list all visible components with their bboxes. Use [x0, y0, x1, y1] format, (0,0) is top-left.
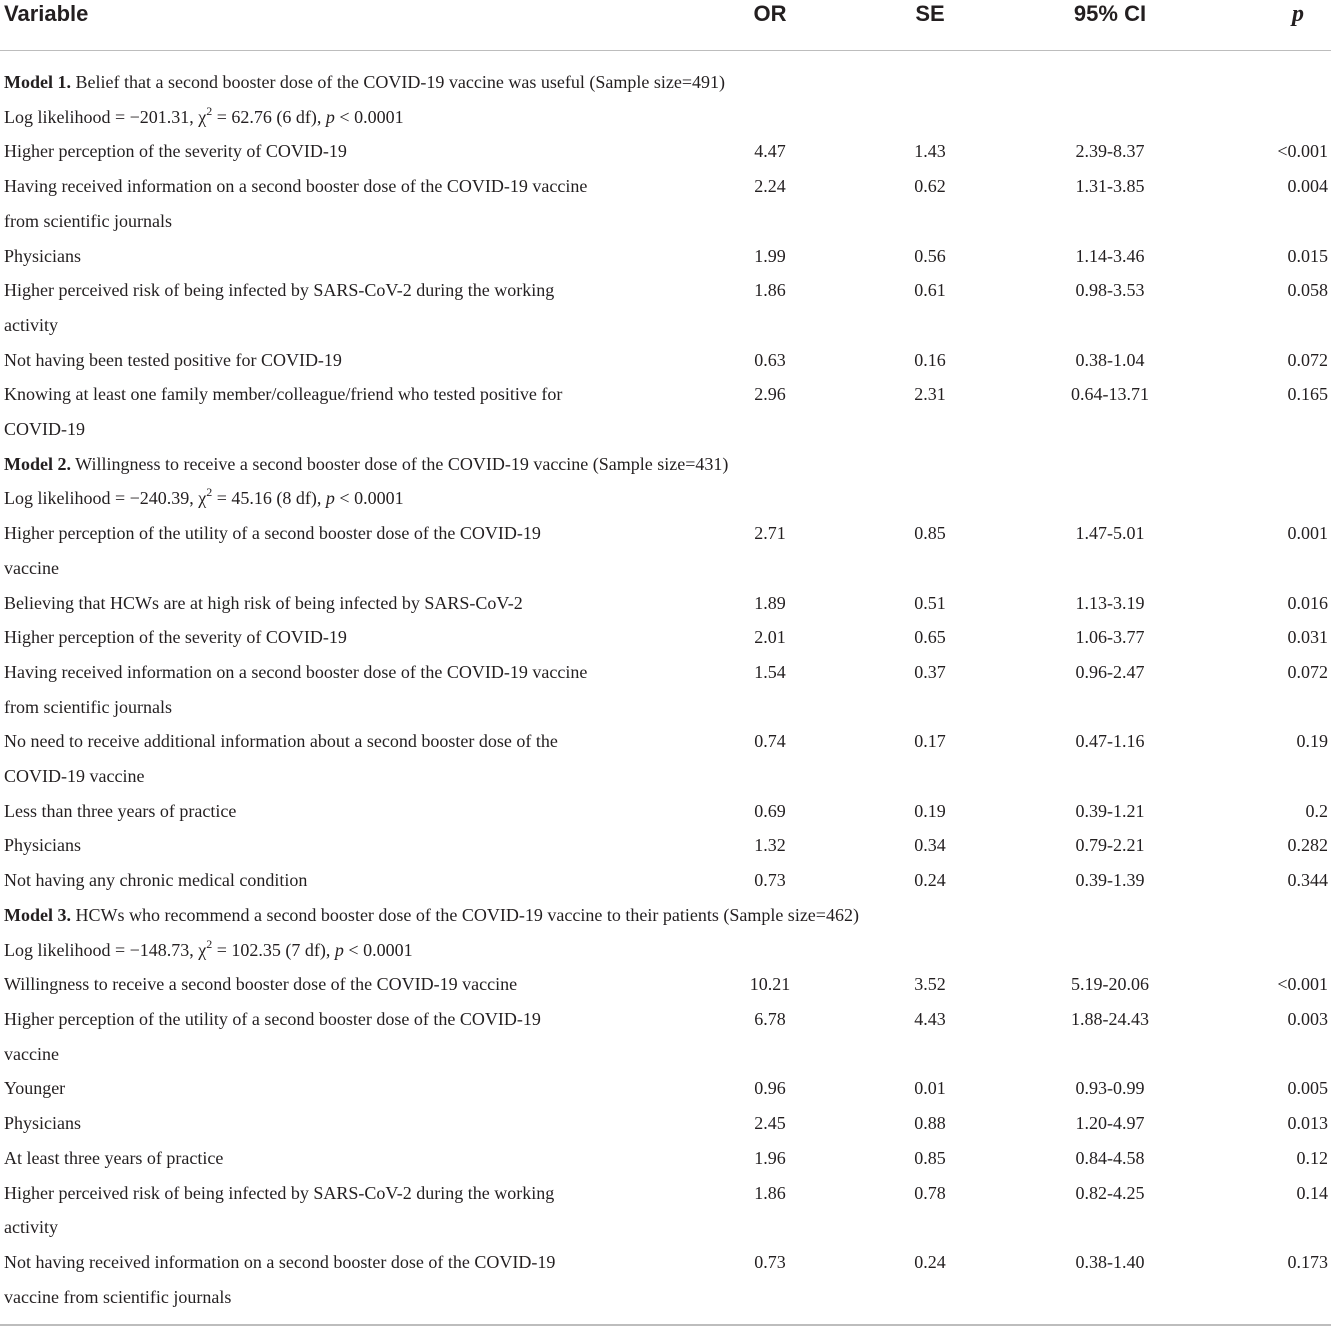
or-cell: 0.96: [754, 1078, 786, 1099]
model-title-text: Belief that a second booster dose of the COVID-19 vaccine was useful (Sample size=491): [71, 72, 725, 92]
variable-cell: [0, 134, 690, 169]
ci-cell: 2.39-8.37: [1075, 141, 1145, 162]
table-row: [0, 273, 1331, 342]
se-cell: 0.85: [914, 523, 946, 544]
variable-line: activity: [4, 1217, 58, 1238]
or-cell: 1.32: [754, 835, 786, 856]
variable-cell: [0, 377, 690, 446]
table-row: [0, 586, 1331, 621]
log-likelihood: Log likelihood = −201.31, χ: [4, 106, 207, 127]
variable-cell: [0, 724, 690, 793]
variable-cell: [0, 655, 690, 724]
table-row: [0, 377, 1331, 446]
header-p: p: [1210, 0, 1331, 51]
variable-cell: [0, 1071, 690, 1106]
model-title: [0, 65, 1331, 100]
p-threshold: < 0.0001: [334, 488, 404, 509]
variable-line: activity: [4, 314, 58, 335]
variable-cell: [0, 1141, 690, 1176]
p-cell: 0.14: [1296, 1182, 1328, 1203]
p-cell: 0.005: [1287, 1078, 1328, 1099]
variable-cell: [0, 967, 690, 1002]
chi-superscript: 2: [206, 485, 213, 500]
p-cell: 0.016: [1287, 592, 1328, 613]
ci-cell: 1.31-3.85: [1075, 176, 1145, 197]
p-cell: <0.001: [1277, 141, 1328, 162]
table-row: [0, 343, 1331, 378]
p-cell: 0.072: [1287, 349, 1328, 370]
p-cell: 0.013: [1287, 1113, 1328, 1134]
se-cell: 0.16: [914, 349, 946, 370]
ci-cell: 1.13-3.19: [1075, 592, 1145, 613]
chi-superscript: 2: [206, 103, 213, 118]
se-cell: 0.61: [914, 280, 946, 301]
variable-line: COVID-19 vaccine: [4, 766, 145, 787]
variable-line: Higher perceived risk of being infected by SARS-CoV-2 during the working: [4, 280, 555, 301]
or-cell: 1.99: [754, 245, 786, 266]
se-cell: 0.24: [914, 1251, 946, 1272]
variable-cell: [0, 239, 690, 274]
table-row: [0, 794, 1331, 829]
p-threshold: < 0.0001: [343, 939, 413, 960]
table-header-row: [0, 0, 1331, 51]
p-cell: 0.165: [1287, 384, 1328, 405]
or-cell: 0.73: [754, 1251, 786, 1272]
variable-line: Higher perception of the utility of a second booster dose of the COVID-19: [4, 523, 541, 544]
or-cell: 6.78: [754, 1008, 786, 1029]
table-row: [0, 967, 1331, 1002]
table-row: [0, 1106, 1331, 1141]
p-cell: 0.072: [1287, 661, 1328, 682]
variable-line: Physicians: [4, 245, 82, 266]
model-title-bold: Model 1.: [4, 72, 71, 92]
or-cell: 2.24: [754, 176, 786, 197]
ci-cell: 0.84-4.58: [1075, 1147, 1145, 1168]
log-likelihood: Log likelihood = −240.39, χ: [4, 488, 207, 509]
header-variable: Variable: [0, 0, 690, 51]
or-cell: 0.63: [754, 349, 786, 370]
variable-cell: [0, 273, 690, 342]
variable-cell: [0, 794, 690, 829]
variable-cell: [0, 1106, 690, 1141]
variable-line: vaccine from scientific journals: [4, 1286, 232, 1307]
bottom-rule: [0, 1324, 1331, 1326]
p-cell: 0.031: [1287, 627, 1328, 648]
ci-cell: 0.38-1.40: [1075, 1251, 1145, 1272]
variable-line: Higher perception of the severity of COVID-19: [4, 627, 347, 648]
table-row: [0, 620, 1331, 655]
p-cell: 0.344: [1287, 870, 1328, 891]
table-row: [0, 724, 1331, 793]
model-stats-row: [0, 481, 1331, 516]
variable-line: At least three years of practice: [4, 1147, 224, 1168]
se-cell: 3.52: [914, 974, 946, 995]
or-cell: 1.86: [754, 280, 786, 301]
variable-line: Not having received information on a second booster dose of the COVID-19: [4, 1251, 556, 1272]
p-label: p: [325, 106, 335, 127]
ci-cell: 0.93-0.99: [1075, 1078, 1145, 1099]
variable-line: from scientific journals: [4, 696, 172, 717]
or-cell: 1.54: [754, 661, 786, 682]
ci-cell: 0.96-2.47: [1075, 661, 1145, 682]
or-cell: 0.69: [754, 800, 786, 821]
se-cell: 0.51: [914, 592, 946, 613]
ci-cell: 1.20-4.97: [1075, 1113, 1145, 1134]
chi-value: = 102.35 (7 df),: [212, 939, 335, 960]
variable-cell: [0, 343, 690, 378]
ci-cell: 0.39-1.21: [1075, 800, 1145, 821]
model-title-bold: Model 3.: [4, 904, 71, 925]
model-title-row: [0, 447, 1331, 482]
table-row: [0, 863, 1331, 898]
se-cell: 0.24: [914, 870, 946, 891]
or-cell: 0.74: [754, 731, 786, 752]
se-cell: 4.43: [914, 1008, 946, 1029]
variable-line: from scientific journals: [4, 210, 172, 231]
se-cell: 0.34: [914, 835, 946, 856]
or-cell: 1.86: [754, 1182, 786, 1203]
variable-cell: [0, 586, 690, 621]
model-stats: [0, 933, 1331, 968]
se-cell: 0.85: [914, 1147, 946, 1168]
table-row: [0, 169, 1331, 238]
variable-cell: [0, 1002, 690, 1071]
variable-line: Physicians: [4, 1113, 82, 1134]
ci-cell: 0.98-3.53: [1075, 280, 1145, 301]
se-cell: 0.65: [914, 627, 946, 648]
p-cell: 0.282: [1287, 835, 1328, 856]
chi-superscript: 2: [206, 936, 213, 951]
variable-line: Having received information on a second booster dose of the COVID-19 vaccine: [4, 176, 588, 197]
or-cell: 1.96: [754, 1147, 786, 1168]
table-row: [0, 516, 1331, 585]
table-row: [0, 655, 1331, 724]
table-row: [0, 1245, 1331, 1314]
se-cell: 0.19: [914, 800, 946, 821]
or-cell: 10.21: [749, 974, 791, 995]
variable-cell: [0, 828, 690, 863]
table-body: [0, 51, 1331, 1315]
or-cell: 2.96: [754, 384, 786, 405]
p-cell: 0.015: [1287, 245, 1328, 266]
chi-value: = 45.16 (8 df),: [212, 488, 326, 509]
table-row: [0, 239, 1331, 274]
p-cell: 0.003: [1287, 1008, 1328, 1029]
table-row: [0, 1141, 1331, 1176]
p-cell: 0.004: [1287, 176, 1328, 197]
variable-cell: [0, 620, 690, 655]
se-cell: 0.62: [914, 176, 946, 197]
variable-line: vaccine: [4, 557, 59, 578]
ci-cell: 0.64-13.71: [1071, 384, 1149, 405]
ci-cell: 0.39-1.39: [1075, 870, 1145, 891]
model-stats: [0, 100, 1331, 135]
variable-line: No need to receive additional information about a second booster dose of the: [4, 731, 558, 752]
variable-line: Younger: [4, 1078, 66, 1099]
model-stats-row: [0, 100, 1331, 135]
ci-cell: 1.47-5.01: [1075, 523, 1145, 544]
ci-cell: 1.88-24.43: [1071, 1008, 1149, 1029]
header-ci: 95% CI: [1010, 0, 1210, 51]
or-cell: 2.01: [754, 627, 786, 648]
p-cell: 0.2: [1305, 800, 1328, 821]
p-cell: 0.19: [1296, 731, 1328, 752]
variable-line: Willingness to receive a second booster dose of the COVID-19 vaccine: [4, 974, 518, 995]
model-title: [0, 898, 1331, 933]
or-cell: 2.71: [754, 523, 786, 544]
ci-cell: 0.82-4.25: [1075, 1182, 1145, 1203]
variable-line: Having received information on a second booster dose of the COVID-19 vaccine: [4, 661, 588, 682]
variable-cell: [0, 169, 690, 238]
ci-cell: 1.14-3.46: [1075, 245, 1145, 266]
variable-cell: [0, 516, 690, 585]
variable-line: Not having any chronic medical condition: [4, 870, 308, 891]
se-cell: 0.01: [914, 1078, 946, 1099]
p-label: p: [334, 939, 344, 960]
se-cell: 1.43: [914, 141, 946, 162]
header-or: OR: [690, 0, 850, 51]
ci-cell: 5.19-20.06: [1071, 974, 1149, 995]
p-threshold: < 0.0001: [334, 106, 404, 127]
variable-line: Higher perception of the utility of a second booster dose of the COVID-19: [4, 1008, 541, 1029]
p-cell: 0.12: [1296, 1147, 1328, 1168]
model-title: [0, 447, 1331, 482]
variable-line: Knowing at least one family member/colleague/friend who tested positive for: [4, 384, 563, 405]
log-likelihood: Log likelihood = −148.73, χ: [4, 939, 207, 960]
variable-line: COVID-19: [4, 419, 85, 440]
model-title-row: [0, 898, 1331, 933]
model-stats-row: [0, 933, 1331, 968]
p-cell: 0.058: [1287, 280, 1328, 301]
model-title-text: Willingness to receive a second booster dose of the COVID-19 vaccine (Sample size=431): [71, 453, 729, 474]
or-cell: 4.47: [754, 141, 786, 162]
p-cell: <0.001: [1277, 974, 1328, 995]
table-row: [0, 1071, 1331, 1106]
variable-line: vaccine: [4, 1043, 59, 1064]
model-title-bold: Model 2.: [4, 453, 71, 474]
se-cell: 0.17: [914, 731, 946, 752]
table-row: [0, 1176, 1331, 1245]
se-cell: 0.88: [914, 1113, 946, 1134]
model-title-row: [0, 65, 1331, 100]
variable-line: Physicians: [4, 835, 82, 856]
variable-line: Believing that HCWs are at high risk of being infected by SARS-CoV-2: [4, 592, 523, 613]
variable-line: Higher perception of the severity of COVID-19: [4, 141, 347, 162]
variable-line: Not having been tested positive for COVID-19: [4, 349, 342, 370]
variable-cell: [0, 1245, 690, 1314]
table-row: [0, 828, 1331, 863]
ci-cell: 0.79-2.21: [1075, 835, 1145, 856]
table-row: [0, 134, 1331, 169]
se-cell: 0.56: [914, 245, 946, 266]
se-cell: 0.78: [914, 1182, 946, 1203]
p-cell: 0.001: [1287, 523, 1328, 544]
model-title-text: HCWs who recommend a second booster dose of the COVID-19 vaccine to their patients (Sample size=462): [71, 904, 859, 925]
header-se: SE: [850, 0, 1010, 51]
table-row: [0, 1002, 1331, 1071]
or-cell: 1.89: [754, 592, 786, 613]
variable-line: Less than three years of practice: [4, 800, 237, 821]
p-label: p: [325, 488, 335, 509]
ci-cell: 0.38-1.04: [1075, 349, 1145, 370]
ci-cell: 0.47-1.16: [1075, 731, 1145, 752]
variable-cell: [0, 863, 690, 898]
se-cell: 2.31: [914, 384, 946, 405]
variable-line: Higher perceived risk of being infected by SARS-CoV-2 during the working: [4, 1182, 555, 1203]
or-cell: 0.73: [754, 870, 786, 891]
model-stats: [0, 481, 1331, 516]
p-cell: 0.173: [1287, 1251, 1328, 1272]
chi-value: = 62.76 (6 df),: [212, 106, 326, 127]
variable-cell: [0, 1176, 690, 1245]
or-cell: 2.45: [754, 1113, 786, 1134]
ci-cell: 1.06-3.77: [1075, 627, 1145, 648]
se-cell: 0.37: [914, 661, 946, 682]
